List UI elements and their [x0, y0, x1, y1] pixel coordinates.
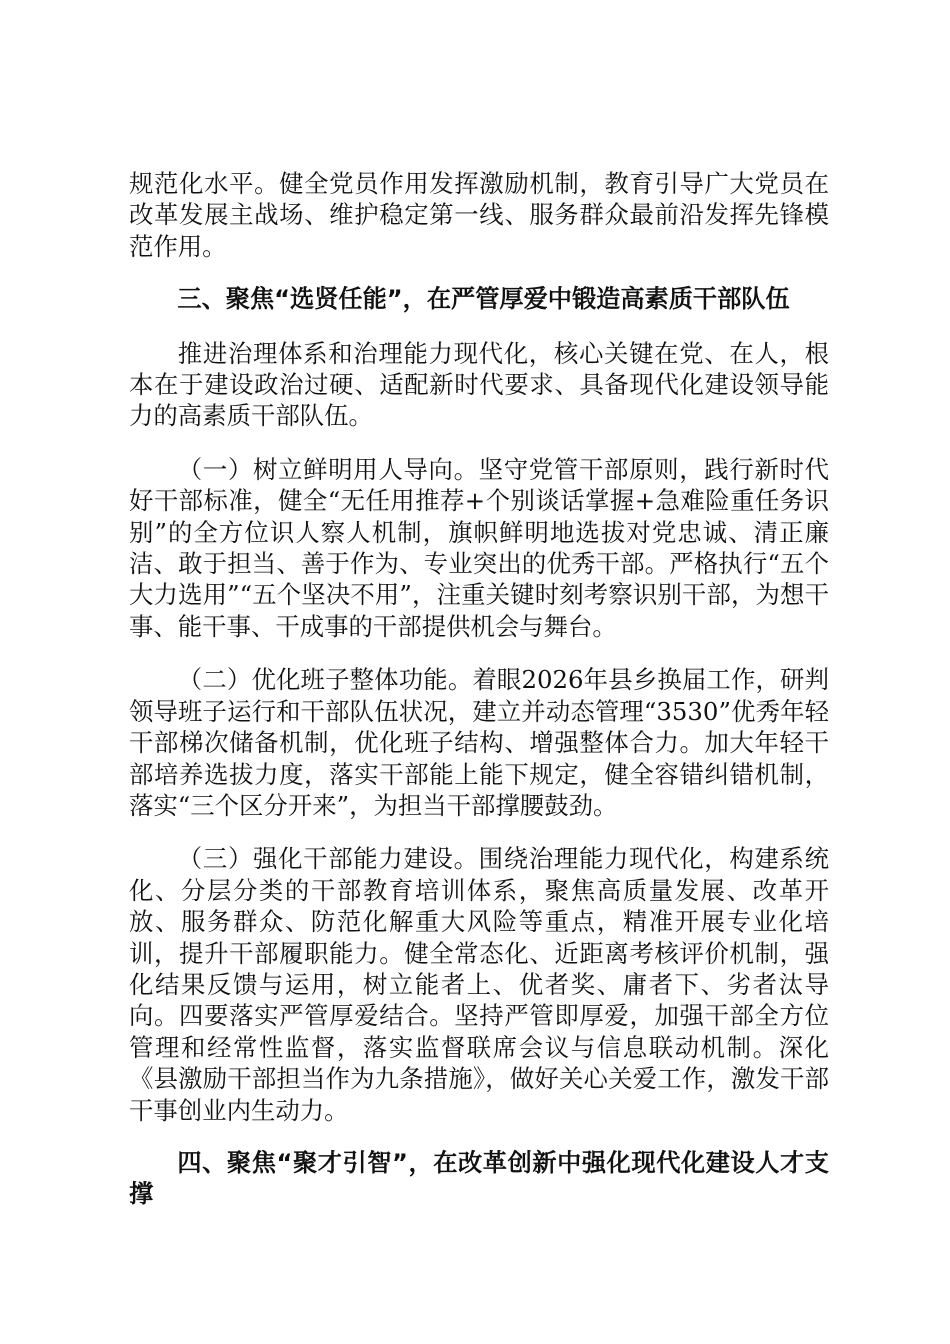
paragraph-item-2: （二）优化班子整体功能。着眼2026年县乡换届工作，研判领导班子运行和干部队伍状况，建立并动态管理“3530”优秀年轻干部梯次储备机制，优化班子结构、增强整体合力。加大年轻干部培养选拔力度，落实干部能上能下规定，健全容错纠错机制，落实“三个区分开来”，为担当干部撑腰鼓劲。 [129, 665, 829, 820]
paragraph-intro: 推进治理体系和治理能力现代化，核心关键在党、在人，根本在于建设政治过硬、适配新时代要求、具备现代化建设领导能力的高素质干部队伍。 [129, 338, 829, 431]
paragraph-continuation: 规范化水平。健全党员作用发挥激励机制，教育引导广大党员在改革发展主战场、维护稳定第一线、服务群众最前沿发挥先锋模范作用。 [129, 169, 829, 261]
paragraph-item-3: （三）强化干部能力建设。围绕治理能力现代化，构建系统化、分层分类的干部教育培训体系，聚焦高质量发展、改革开放、服务群众、防范化解重大风险等重点，精准开展专业化培训，提升干部履职能力。健全常态化、近距离考核评价机制，强化结果反馈与运用，树立能者上、优者奖、庸者下、劣者汰导向。四要落实严管厚爱结合。坚持严管即厚爱，加强干部全方位管理和经常性监督，落实监督联席会议与信息联动机制。深化《县激励干部担当作为九条措施》，做好关心关爱工作，激发干部干事创业内生动力。 [129, 844, 829, 1125]
document-body [129, 168, 829, 1233]
section-heading-4: 四、聚焦“聚才引智”，在改革创新中强化现代化建设人才支撑 [129, 1148, 829, 1209]
paragraph-item-1: （一）树立鲜明用人导向。坚守党管干部原则，践行新时代好干部标准，健全“无任用推荐+个别谈话掌握+急难险重任务识别”的全方位识人察人机制，旗帜鲜明地选拔对党忠诚、清正廉洁、敢于担当、善于作为、专业突出的优秀干部。严格执行“五个大力选用”“五个坚决不用”，注重关键时刻考察识别干部，为想干事、能干事、干成事的干部提供机会与舞台。 [129, 454, 829, 641]
section-heading-3: 三、聚焦“选贤任能”，在严管厚爱中锻造高素质干部队伍 [177, 285, 790, 314]
